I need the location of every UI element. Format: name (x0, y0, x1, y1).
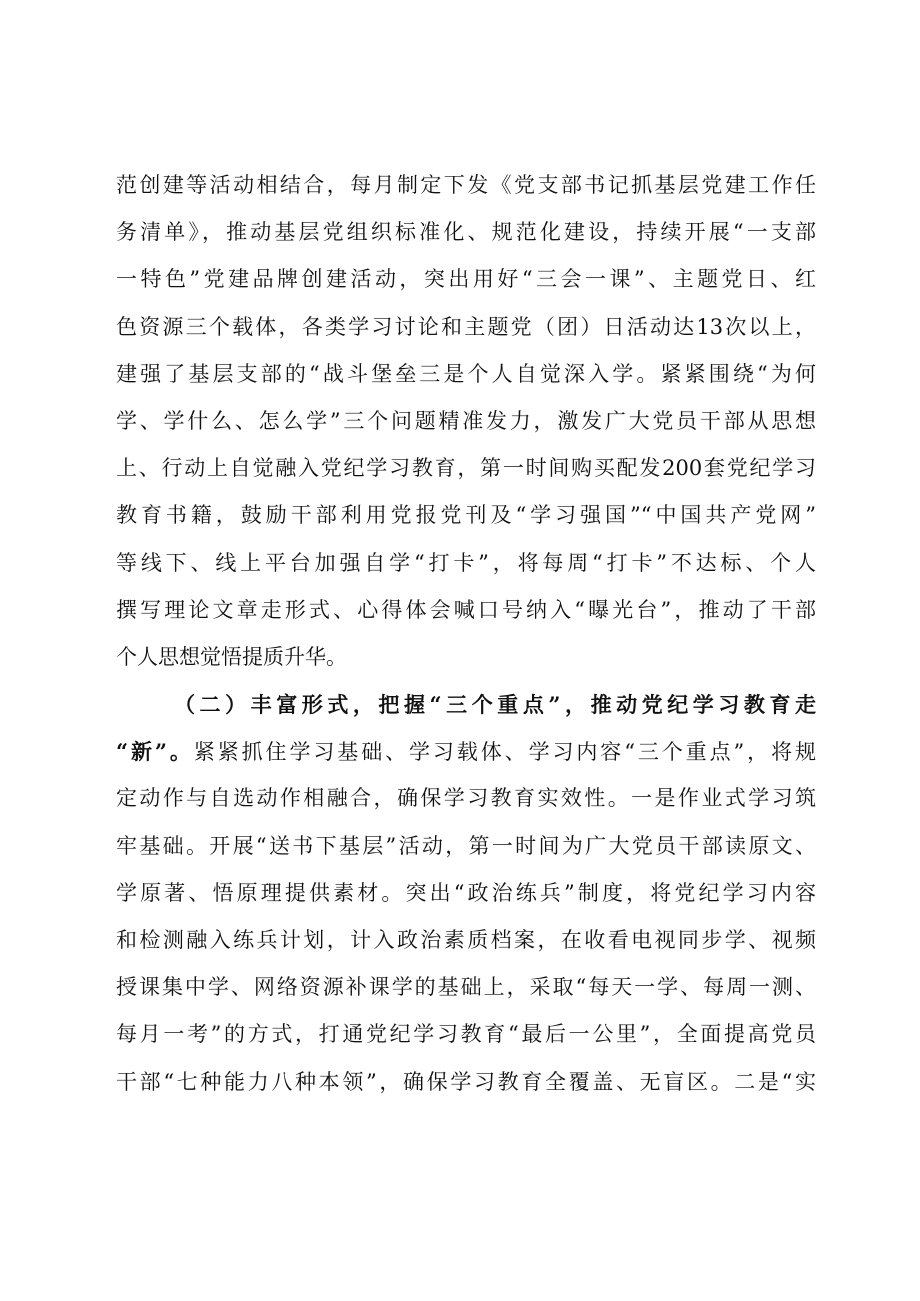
section-heading-end: “新”。 (116, 739, 194, 765)
text-line: 务清单》，推动基层党组织标准化、规范化建设，持续开展“一支部 (116, 220, 816, 245)
text-line: 干部“七种能力八种本领”，确保学习教育全覆盖、无盲区。二是“实 (116, 1069, 816, 1094)
text-line: 和检测融入练兵计划，计入政治素质档案，在收看电视同步学、视频 (116, 928, 816, 952)
text-line: 定动作与自选动作相融合，确保学习教育实效性。一是作业式学习筑 (116, 786, 816, 811)
text-line: 撰写理论文章走形式、心得体会喊口号纳入“曝光台”，推动了干部 (116, 597, 816, 622)
text-line (116, 728, 816, 775)
text-line: 每月一考”的方式，打通党纪学习教育“最后一公里”，全面提高党员 (116, 1022, 816, 1047)
text-line: 牢基础。开展“送书下基层”活动，第一时间为广大党员干部读原文、 (116, 833, 816, 858)
section-heading: （二）丰富形式，把握“三个重点”，推动党纪学习教育走 (174, 692, 816, 718)
text-line: 色资源三个载体，各类学习讨论和主题党（团）日活动达13次以上， (116, 314, 816, 339)
text-line: 建强了基层支部的“战斗堡垒三是个人自觉深入学。紧紧围绕“为何 (116, 361, 816, 386)
text-line: 一特色”党建品牌创建活动，突出用好“三会一课”、主题党日、红 (116, 267, 816, 292)
text-line: 学、学什么、怎么学”三个问题精准发力，激发广大党员干部从思想 (116, 408, 816, 433)
paragraph-2 (116, 681, 816, 1106)
paragraph-1 (116, 162, 816, 681)
text-line: 范创建等活动相结合，每月制定下发《党支部书记抓基层党建工作任 (116, 173, 816, 197)
text-run: 紧紧抓住学习基础、学习载体、学习内容“三个重点”，将规 (193, 740, 816, 765)
text-line: 个人思想觉悟提质升华。 (116, 644, 347, 669)
text-line: 授课集中学、网络资源补课学的基础上，采取“每天一学、每周一测、 (116, 975, 816, 1000)
text-line: 教育书籍，鼓励干部利用党报党刊及“学习强国”“中国共产党网” (116, 503, 816, 528)
text-line: 上、行动上自觉融入党纪学习教育，第一时间购买配发200套党纪学习 (116, 456, 816, 481)
text-line: 等线下、线上平台加强自学“打卡”，将每周“打卡”不达标、个人 (116, 550, 816, 575)
text-line: 学原著、悟原理提供素材。突出“政治练兵”制度，将党纪学习内容 (116, 880, 816, 905)
document-body (116, 162, 816, 1106)
